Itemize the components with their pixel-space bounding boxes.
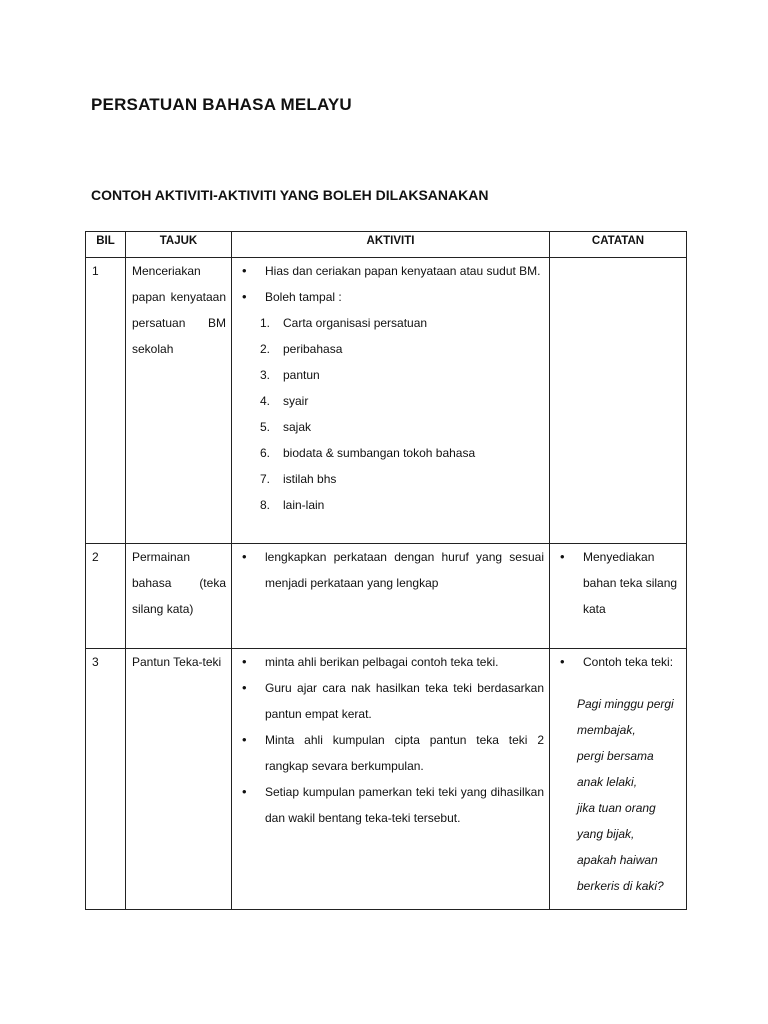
header-aktiviti: AKTIVITI [232, 232, 550, 258]
row-activity [232, 649, 550, 910]
table-header-row [86, 232, 687, 258]
poem-line: anak lelaki, [577, 775, 638, 789]
numbered-item: 1. Carta organisasi persatuan [260, 316, 428, 330]
row-title-text: Pantun Teka-teki [132, 655, 222, 669]
activity-bullet: • Guru ajar cara nak hasilkan teka teki berdasarkan pantun empat kerat. [238, 675, 544, 727]
notes-bullet: • Contoh teka teki: [556, 649, 681, 675]
numbered-item: 5. sajak [260, 420, 312, 434]
row-title [126, 544, 232, 649]
row-number: 3 [86, 649, 126, 910]
numbered-item: 4. syair [260, 394, 309, 408]
activity-bullet-list [238, 544, 544, 596]
header-tajuk: TAJUK [126, 232, 232, 258]
activity-bullet: • Setiap kumpulan pamerkan teki teki yang dihasilkan dan wakil bentang teka-teki tersebut. [238, 779, 544, 831]
row-number: 2 [86, 544, 126, 649]
activity-bullet-list [238, 649, 544, 831]
notes-bullet: • Menyediakan bahan teka silang kata [556, 544, 681, 622]
numbered-item: 3. pantun [260, 368, 320, 382]
row-number: 1 [86, 258, 126, 544]
row-notes [550, 544, 687, 649]
activity-numbered-list [238, 310, 544, 518]
activities-table [85, 231, 687, 910]
poem-line: apakah haiwan [577, 853, 658, 867]
table-row [86, 649, 687, 910]
poem-line: jika tuan orang [577, 801, 656, 815]
activity-bullet: • Hias dan ceriakan papan kenyataan atau sudut BM. [238, 258, 544, 284]
poem-line: pergi bersama [577, 749, 654, 763]
poem-line: membajak, [577, 723, 636, 737]
notes-bullet-list [556, 544, 681, 622]
activity-bullet: • lengkapkan perkataan dengan huruf yang sesuai menjadi perkataan yang lengkap [238, 544, 544, 596]
header-catatan: CATATAN [550, 232, 687, 258]
activity-bullet: • Boleh tampal : [238, 284, 544, 310]
numbered-item: 8. lain-lain [260, 498, 325, 512]
numbered-item: 6. biodata & sumbangan tokoh bahasa [260, 446, 476, 460]
row-title-text: Menceriakan papan kenyataan persatuan BM sekolah [132, 264, 226, 356]
poem-line: yang bijak, [577, 827, 635, 841]
table-row [86, 258, 687, 544]
poem-line: berkeris di kaki? [577, 879, 664, 893]
page-title: PERSATUAN BAHASA MELAYU [91, 95, 352, 114]
row-title-text: Permainan bahasa (teka silang kata) [132, 550, 226, 616]
numbered-item: 7. istilah bhs [260, 472, 337, 486]
row-title [126, 258, 232, 544]
row-activity [232, 258, 550, 544]
numbered-item: 2. peribahasa [260, 342, 343, 356]
activity-bullet-list [238, 258, 544, 310]
poem-line: Pagi minggu pergi [577, 697, 674, 711]
activity-bullet: • minta ahli berikan pelbagai contoh teka teki. [238, 649, 544, 675]
row-notes [550, 258, 687, 544]
activity-bullet: • Minta ahli kumpulan cipta pantun teka teki 2 rangkap sevara berkumpulan. [238, 727, 544, 779]
notes-bullet-list [556, 649, 681, 675]
row-notes [550, 649, 687, 910]
table-row [86, 544, 687, 649]
header-bil: BIL [86, 232, 126, 258]
section-heading: CONTOH AKTIVITI-AKTIVITI YANG BOLEH DILAKSANAKAN [91, 187, 489, 203]
row-activity [232, 544, 550, 649]
riddle-poem [556, 691, 681, 899]
row-title [126, 649, 232, 910]
